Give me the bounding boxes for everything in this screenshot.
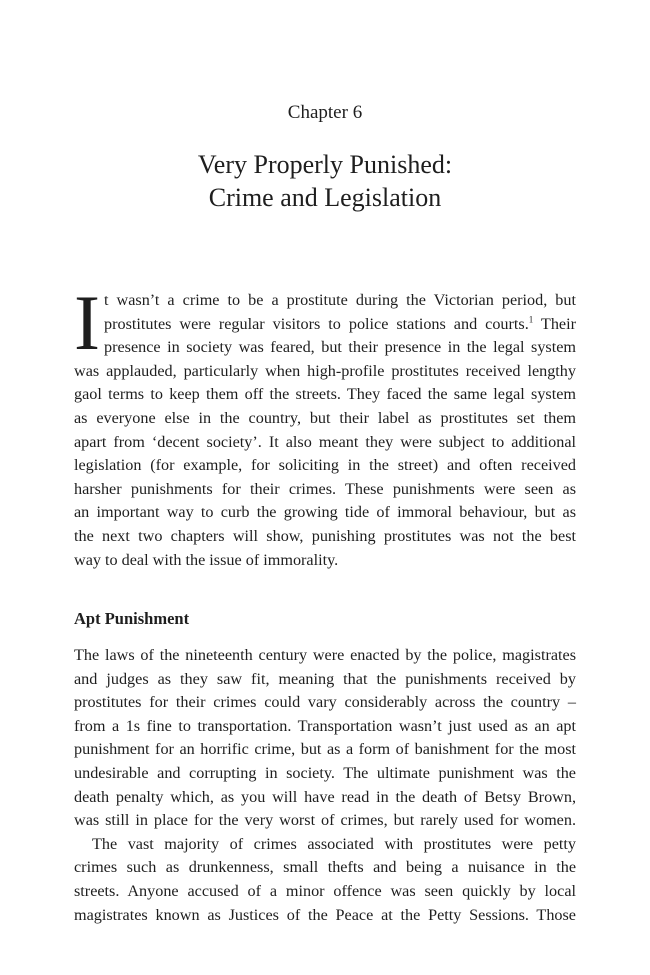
text-line: undesirable and corrupting in society. The ultimate punishment was the [74, 763, 576, 782]
text-line: prostitutes for their crimes could vary considerably across the country – [74, 693, 576, 712]
text-line: death penalty which, as you will have read in the death of Betsy Brown, [74, 787, 576, 806]
chapter-number: Chapter 6 [287, 102, 363, 123]
text-line: apart from ‘decent society’. It also meant they were subject to additional [74, 432, 576, 451]
text-line-with-footnote [74, 313, 576, 337]
section-heading: Apt Punishment [74, 609, 190, 628]
text-line: was applauded, particularly when high-profile prostitutes received lengthy [74, 361, 576, 380]
text-line: way to deal with the issue of immorality. [74, 550, 339, 569]
text-line: as everyone else in the country, but their label as prostitutes set them [74, 408, 576, 427]
text-line: gaol terms to keep them off the streets. They faced the same legal system [74, 385, 576, 404]
text-line: presence in society was feared, but their presence in the legal system [104, 338, 576, 357]
text-line: The laws of the nineteenth century were enacted by the police, magistrates [74, 646, 576, 664]
text-line: crimes such as drunkenness, small thefts and being a nuisance in the [74, 858, 576, 877]
text-segment: Their [533, 314, 576, 333]
text-segment: prostitutes were regular visitors to police stations and courts. [104, 314, 529, 333]
text-line: an important way to curb the growing tide of immoral behaviour, but as [74, 503, 576, 522]
text-line: the next two chapters will show, punishing prostitutes was not the best [74, 526, 576, 545]
text-line: The vast majority of crimes associated with prostitutes were petty [92, 834, 576, 853]
text-line: t wasn’t a crime to be a prostitute during the Victorian period, but [104, 291, 576, 309]
chapter-title-line-1: Very Properly Punished: [197, 150, 453, 179]
text-line: punishment for an horrific crime, but as a form of banishment for the most [74, 740, 576, 759]
text-line: harsher punishments for their crimes. These punishments were seen as [74, 479, 576, 498]
text-line: streets. Anyone accused of a minor offence was seen quickly by local [74, 881, 576, 900]
text-line: and judges as they saw fit, meaning that the punishments received by [74, 669, 576, 688]
text-line: legislation (for example, for soliciting in the street) and often received [74, 456, 576, 475]
section-body [74, 644, 576, 927]
text-line: was still in place for the very worst of crimes, but rarely used for women. [74, 811, 576, 830]
text-line: magistrates known as Justices of the Peace at the Petty Sessions. Those [74, 905, 576, 924]
footnote-marker[interactable]: 1 [528, 314, 534, 325]
intro-paragraph [74, 279, 576, 572]
chapter-title-line-2: Crime and Legislation [208, 183, 442, 212]
text-line: from a 1s fine to transportation. Transportation wasn’t just used as an apt [74, 716, 576, 735]
drop-cap: I [74, 279, 100, 366]
chapter-title [0, 148, 650, 214]
